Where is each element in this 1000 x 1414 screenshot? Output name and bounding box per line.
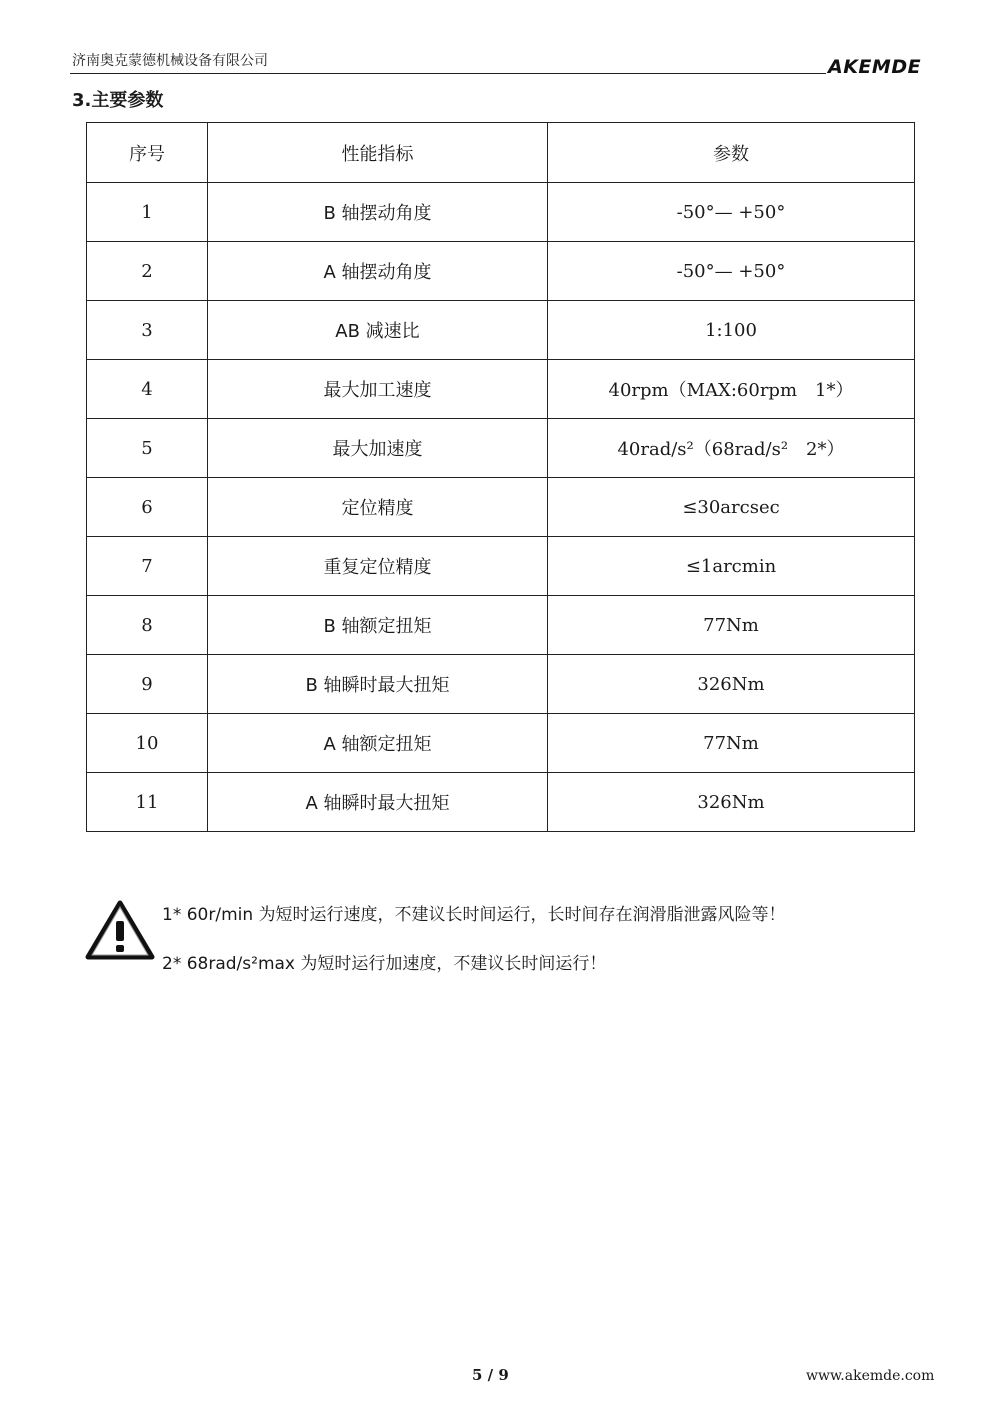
spec-table — [86, 122, 915, 832]
page-number: 5 / 9 — [472, 1366, 509, 1384]
header-index: 序号 — [87, 123, 208, 183]
header-value: 参数 — [548, 123, 915, 183]
cell-index: 3 — [87, 301, 208, 360]
cell-index: 2 — [87, 242, 208, 301]
cell-metric: B 轴摆动角度 — [208, 183, 548, 242]
cell-metric: B 轴额定扭矩 — [208, 596, 548, 655]
table-row — [87, 360, 915, 419]
cell-index: 5 — [87, 419, 208, 478]
table-row — [87, 596, 915, 655]
cell-metric: AB 减速比 — [208, 301, 548, 360]
table-row — [87, 419, 915, 478]
cell-value: 40rad/s²（68rad/s² 2*） — [548, 419, 915, 478]
table-row — [87, 537, 915, 596]
note-speed: 1* 60r/min 为短时运行速度，不建议长时间运行，长时间存在润滑脂泄露风险等！ — [162, 905, 786, 925]
cell-metric: A 轴额定扭矩 — [208, 714, 548, 773]
cell-value: 1:100 — [548, 301, 915, 360]
cell-metric: 重复定位精度 — [208, 537, 548, 596]
cell-metric: 最大加工速度 — [208, 360, 548, 419]
cell-value: 326Nm — [548, 773, 915, 832]
cell-metric: 最大加速度 — [208, 419, 548, 478]
cell-metric: 定位精度 — [208, 478, 548, 537]
warning-icon — [84, 897, 156, 963]
table-row — [87, 655, 915, 714]
brand-logo: AKEMDE — [828, 56, 922, 78]
cell-index: 1 — [87, 183, 208, 242]
note-acceleration: 2* 68rad/s²max 为短时运行加速度，不建议长时间运行！ — [162, 954, 607, 974]
cell-value: -50°— +50° — [548, 242, 915, 301]
table-row — [87, 242, 915, 301]
cell-metric: A 轴摆动角度 — [208, 242, 548, 301]
table-row — [87, 714, 915, 773]
cell-index: 8 — [87, 596, 208, 655]
cell-index: 11 — [87, 773, 208, 832]
cell-index: 6 — [87, 478, 208, 537]
cell-metric: B 轴瞬时最大扭矩 — [208, 655, 548, 714]
cell-index: 10 — [87, 714, 208, 773]
table-header-row — [87, 123, 915, 183]
table-row — [87, 478, 915, 537]
table-row — [87, 183, 915, 242]
section-title: 3.主要参数 — [72, 90, 164, 111]
cell-value: ≤1arcmin — [548, 537, 915, 596]
company-name: 济南奥克蒙德机械设备有限公司 — [72, 53, 268, 69]
header-divider — [70, 73, 826, 74]
cell-value: 40rpm（MAX:60rpm 1*） — [548, 360, 915, 419]
table-row — [87, 773, 915, 832]
cell-value: -50°— +50° — [548, 183, 915, 242]
cell-value: 77Nm — [548, 714, 915, 773]
cell-index: 4 — [87, 360, 208, 419]
header-metric: 性能指标 — [208, 123, 548, 183]
cell-value: 77Nm — [548, 596, 915, 655]
table-row — [87, 301, 915, 360]
cell-metric: A 轴瞬时最大扭矩 — [208, 773, 548, 832]
cell-index: 7 — [87, 537, 208, 596]
website-url: www.akemde.com — [806, 1368, 935, 1384]
cell-value: ≤30arcsec — [548, 478, 915, 537]
cell-index: 9 — [87, 655, 208, 714]
cell-value: 326Nm — [548, 655, 915, 714]
